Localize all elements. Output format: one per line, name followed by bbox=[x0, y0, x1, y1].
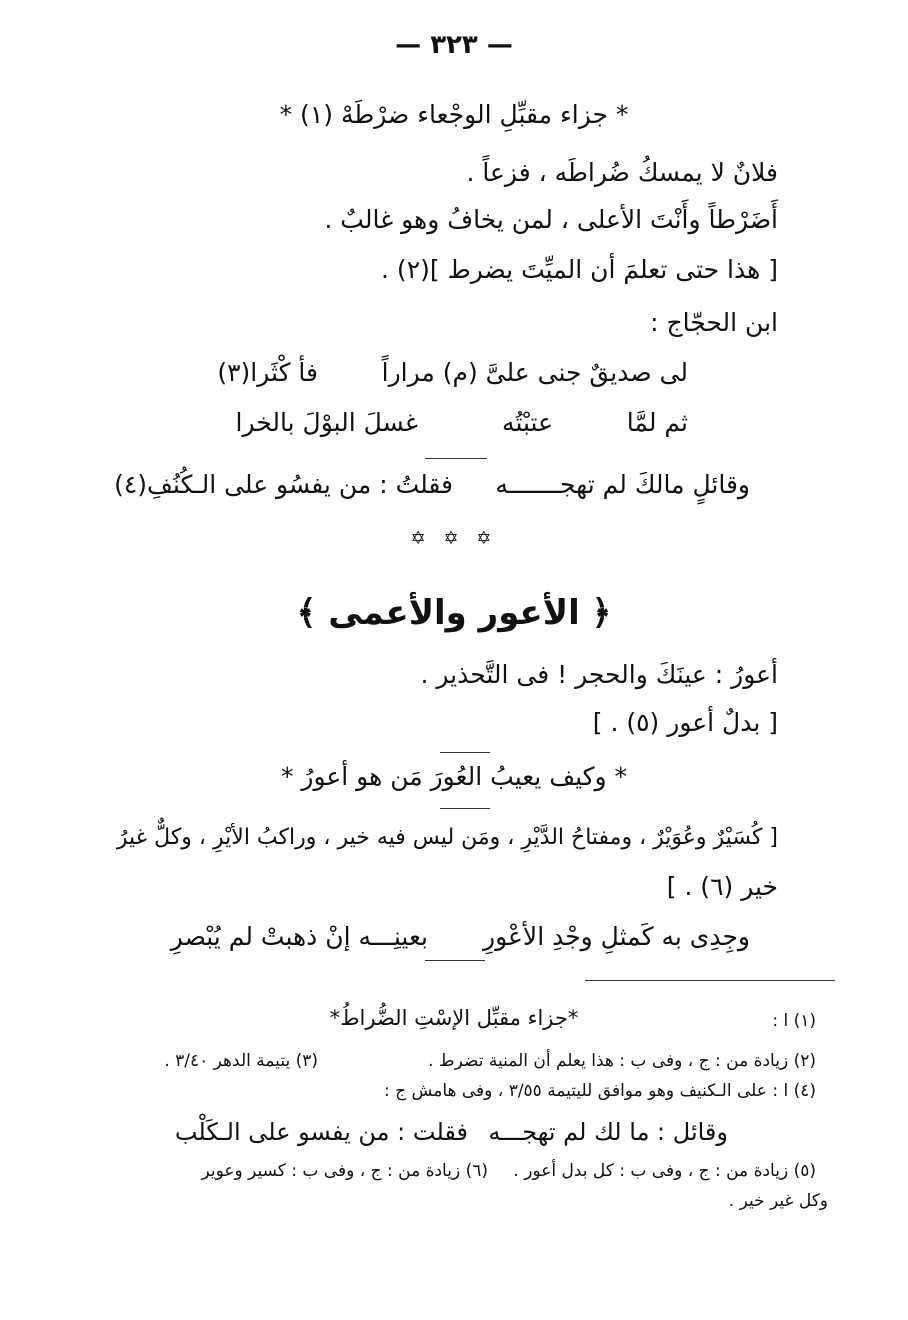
footnote: (٣) يتيمة الدهر ٣/٤٠ . bbox=[164, 1051, 318, 1071]
divider bbox=[425, 960, 485, 961]
text-line: [ كُسَيْرٌ وعُوَيْرٌ ، ومفتاحُ الدَّيْرِ ، ومَن ليس فيه خير ، وراكبُ الأيْرِ ، وكلٌّ غيرُ bbox=[116, 825, 778, 850]
footnote-verse: وقائل : ما لك لم تهجـــه bbox=[488, 1118, 728, 1146]
footnote: (٤) ا : على الـكنيف وهو موافق لليتيمة ٣/٥٥ ، وفى هامش ج : bbox=[384, 1081, 816, 1101]
footnote-label: (١) ا : bbox=[772, 1011, 816, 1031]
star-separator: ✡ ✡ ✡ bbox=[410, 528, 498, 549]
page-number: — ٣٢٣ — bbox=[395, 30, 513, 60]
footnote: (٦) زيادة من : ج ، وفى ب : كسير وعوير bbox=[201, 1161, 488, 1181]
divider bbox=[440, 808, 490, 809]
divider bbox=[425, 458, 487, 459]
section-title: ﴿ الأعور والأعمى ﴾ bbox=[296, 593, 612, 633]
verse-hemistich: بعينِـــه إنْ ذهبتْ لم يُبْصرِ bbox=[170, 922, 428, 951]
proverb-heading: * جزاء مقبِّلِ الوجْعاء ضرْطَهْ (١) * bbox=[279, 100, 629, 129]
text-line: أَضَرْطاً وأَنْتَ الأعلى ، لمن يخافُ وهو غالبٌ . bbox=[324, 205, 778, 234]
text-line: [ هذا حتى تعلمَ أن الميِّتَ يضرط ](٢) . bbox=[381, 255, 778, 284]
footnote-rule bbox=[585, 980, 835, 981]
verse-hemistich: وقائلٍ مالكَ لم تهجـــــــه bbox=[495, 470, 750, 499]
footnote: (٥) زيادة من : ج ، وفى ب : كل بدل أعور . bbox=[513, 1161, 816, 1181]
divider bbox=[440, 752, 490, 753]
verse-word: غسلَ البوْلَ بالخرا bbox=[235, 408, 418, 437]
footnote: وكل غير خير . bbox=[728, 1191, 828, 1211]
proverb-heading: * وكيف يعيبُ العُورَ مَن هو أعورُ * bbox=[280, 762, 628, 791]
poet-name: ابن الحجّاج : bbox=[650, 308, 778, 337]
footnote-verse: فقلت : من يفسو على الـكَلْب bbox=[174, 1118, 468, 1146]
verse-hemistich: وجِدِى به كَمثلِ وجْدِ الأعْورِ bbox=[483, 922, 750, 951]
text-line: فلانٌ لا يمسكُ ضُراطَه ، فزعاً . bbox=[466, 158, 778, 187]
text-line: أعورُ : عينَكَ والحجر ! فى التَّحذير . bbox=[420, 660, 778, 689]
text-line: [ بدلٌ أعور (٥) . ] bbox=[592, 708, 778, 737]
verse-hemistich: فأ كْثَرا(٣) bbox=[217, 358, 318, 387]
verse-hemistich: فقلتُ : من يفسُو على الـكُنُفِ(٤) bbox=[114, 470, 453, 499]
verse-hemistich: لى صديقٌ جنى علىَّ (م) مراراً bbox=[381, 358, 688, 387]
footnote-verse: *جزاء مقبِّل الإسْتِ الضُّراطُ* bbox=[329, 1006, 579, 1030]
verse-word: ثم لمَّا bbox=[626, 408, 688, 437]
text-line: خير (٦) . ] bbox=[666, 872, 778, 901]
verse-word: عتبْتُه bbox=[502, 408, 553, 437]
footnote: (٢) زيادة من : ج ، وفى ب : هذا يعلم أن المنية تضرط . bbox=[428, 1051, 816, 1071]
